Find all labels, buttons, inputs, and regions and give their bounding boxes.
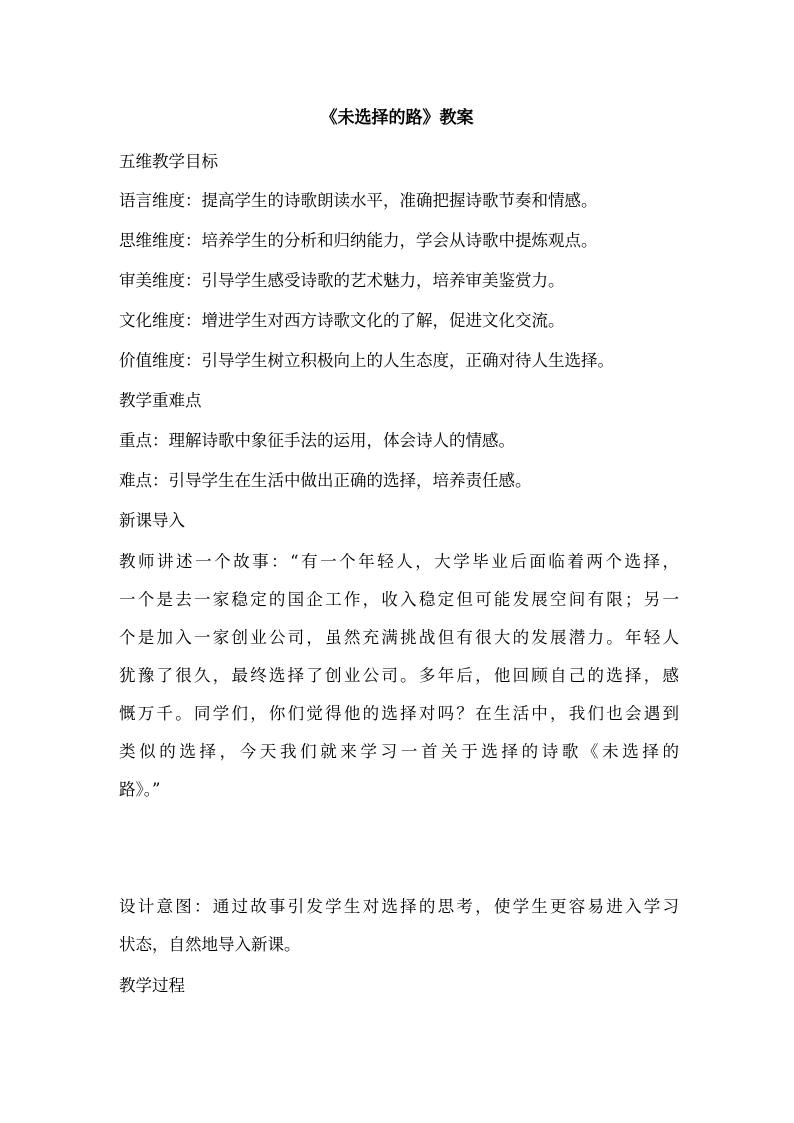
intro-paragraph: [119, 551, 679, 817]
design-intent-line: 状态，自然地导入新课。: [119, 935, 301, 954]
design-intent-line: 设计意图：通过故事引发学生对选择的思考，使学生更容易进入学习: [119, 897, 679, 916]
key-points-heading: 教学重难点: [119, 391, 202, 410]
design-intent-paragraph: [119, 896, 679, 972]
intro-line: 路》。”: [119, 780, 161, 799]
intro-line: 慨万千。同学们，你们觉得他的选择对吗？在生活中，我们也会遇到: [119, 704, 679, 723]
intro-line: 个是加入一家创业公司，虽然充满挑战但有很大的发展潜力。年轻人: [119, 628, 679, 647]
goal-value: 价值维度：引导学生树立积极向上的人生态度，正确对待人生选择。: [119, 351, 614, 370]
process-heading: 教学过程: [119, 976, 185, 995]
goals-heading: 五维教学目标: [119, 152, 218, 171]
difficult-point: 难点：引导学生在生活中做出正确的选择，培养责任感。: [119, 471, 532, 490]
intro-line: 类似的选择，今天我们就来学习一首关于选择的诗歌《未选择的: [119, 742, 679, 761]
intro-line: 教师讲述一个故事：“有一个年轻人，大学毕业后面临着两个选择，: [119, 552, 679, 571]
document-title: 《未选择的路》教案: [320, 108, 474, 128]
goal-aesthetic: 审美维度：引导学生感受诗歌的艺术魅力，培养审美鉴赏力。: [119, 271, 565, 290]
intro-heading: 新课导入: [119, 511, 185, 530]
intro-line: 一个是去一家稳定的国企工作，收入稳定但可能发展空间有限；另一: [119, 590, 679, 609]
goal-culture: 文化维度：增进学生对西方诗歌文化的了解，促进文化交流。: [119, 311, 565, 330]
intro-line: 犹豫了很久，最终选择了创业公司。多年后，他回顾自己的选择，感: [119, 666, 679, 685]
goal-thinking: 思维维度：培养学生的分析和归纳能力，学会从诗歌中提炼观点。: [119, 231, 598, 250]
key-point: 重点：理解诗歌中象征手法的运用，体会诗人的情感。: [119, 431, 515, 450]
goal-language: 语言维度：提高学生的诗歌朗读水平，准确把握诗歌节奏和情感。: [119, 191, 598, 210]
